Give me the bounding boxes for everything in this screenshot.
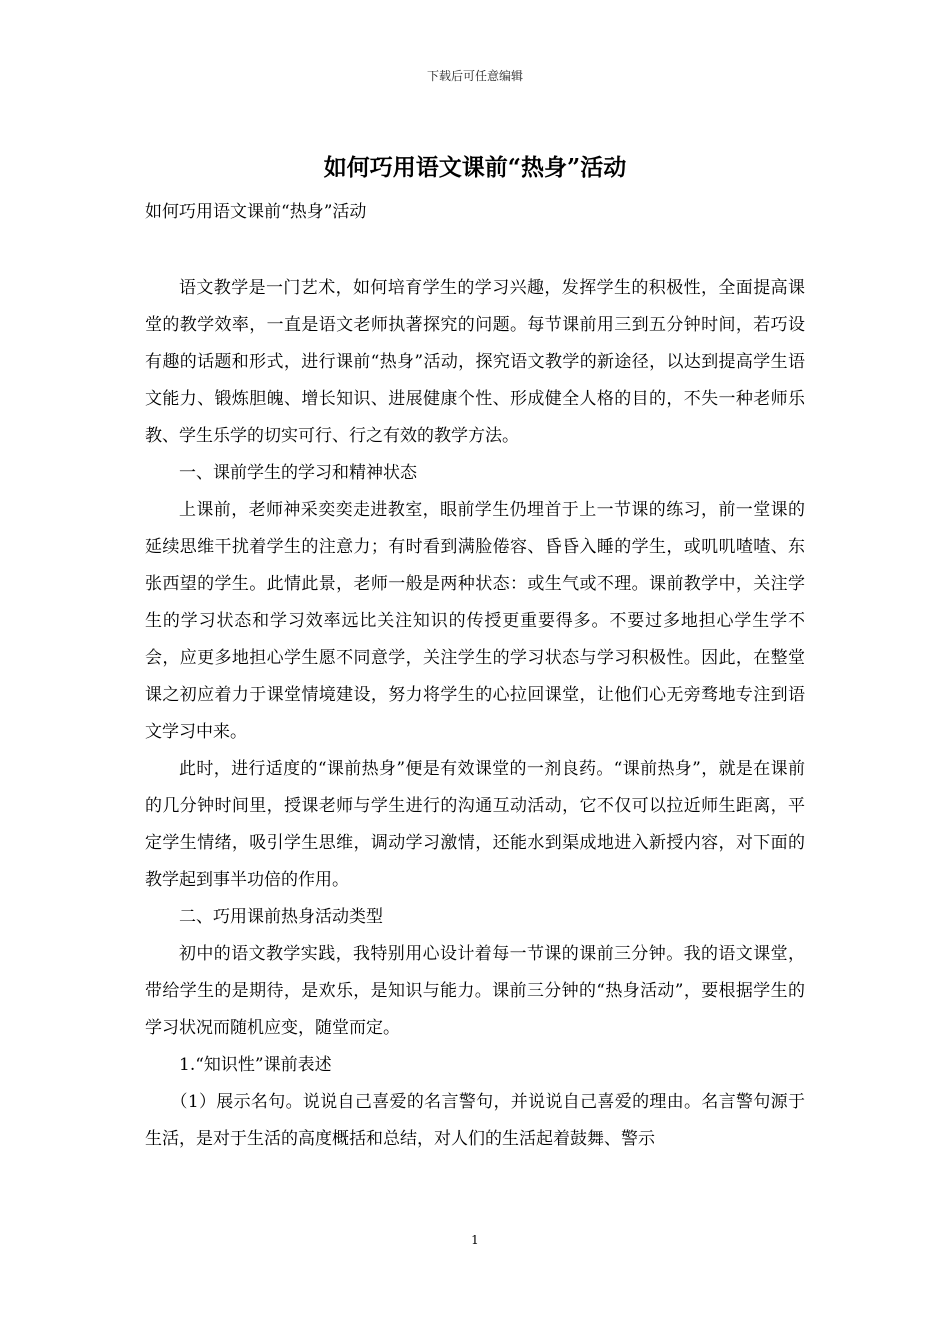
subsection-heading-1: 1.“知识性”课前表述 — [179, 1055, 332, 1075]
paragraph-famous-quotes: （1）展示名句。说说自己喜爱的名言警句，并说说自己喜爱的理由。名言警句源于生活，是对于生活的高度概括和总结，对人们的生活起着鼓舞、警示 — [145, 1092, 805, 1149]
paragraph-practice: 初中的语文教学实践，我特别用心设计着每一节课的课前三分钟。我的语文课堂，带给学生的是期待，是欢乐，是知识与能力。课前三分钟的“热身活动”，要根据学生的学习状况而随机应变，随堂而定。 — [145, 944, 805, 1038]
paragraph-intro: 语文教学是一门艺术，如何培育学生的学习兴趣，发挥学生的积极性，全面提高课堂的教学效率，一直是语文老师执著探究的问题。每节课前用三到五分钟时间，若巧设有趣的话题和形式，进行课前“热身”活动，探究语文教学的新途径，以达到提高学生语文能力、锻炼胆魄、增长知识、进展健康个性、形成健全人格的目的，不失一种老师乐教、学生乐学的切实可行、行之有效的教学方法。 — [145, 278, 805, 446]
document-title: 如何巧用语文课前“热身”活动 — [323, 154, 627, 181]
document-body — [145, 270, 805, 1158]
page-number: 1 — [471, 1233, 479, 1247]
document-subtitle: 如何巧用语文课前“热身”活动 — [145, 202, 367, 222]
paragraph-student-state: 上课前，老师神采奕奕走进教室，眼前学生仍埋首于上一节课的练习，前一堂课的延续思维干扰着学生的注意力；有时看到满脸倦容、昏昏入睡的学生，或叽叽喳喳、东张西望的学生。此情此景，老师一般是两种状态：或生气或不理。课前教学中，关注学生的学习状态和学习效率远比关注知识的传授更重要得多。不要过多地担心学生学不会，应更多地担心学生愿不同意学，关注学生的学习状态与学习积极性。因此，在整堂课之初应着力于课堂情境建设，努力将学生的心拉回课堂，让他们心无旁骛地专注到语文学习中来。 — [145, 500, 805, 742]
header-note: 下载后可任意编辑 — [426, 69, 523, 83]
section-heading-1: 一、课前学生的学习和精神状态 — [179, 463, 417, 483]
section-heading-2: 二、巧用课前热身活动类型 — [179, 907, 383, 927]
paragraph-warmup-definition: 此时，进行适度的“课前热身”便是有效课堂的一剂良药。“课前热身”，就是在课前的几分钟时间里，授课老师与学生进行的沟通互动活动，它不仅可以拉近师生距离，平定学生情绪，吸引学生思维，调动学习激情，还能水到渠成地进入新授内容，对下面的教学起到事半功倍的作用。 — [145, 759, 805, 890]
